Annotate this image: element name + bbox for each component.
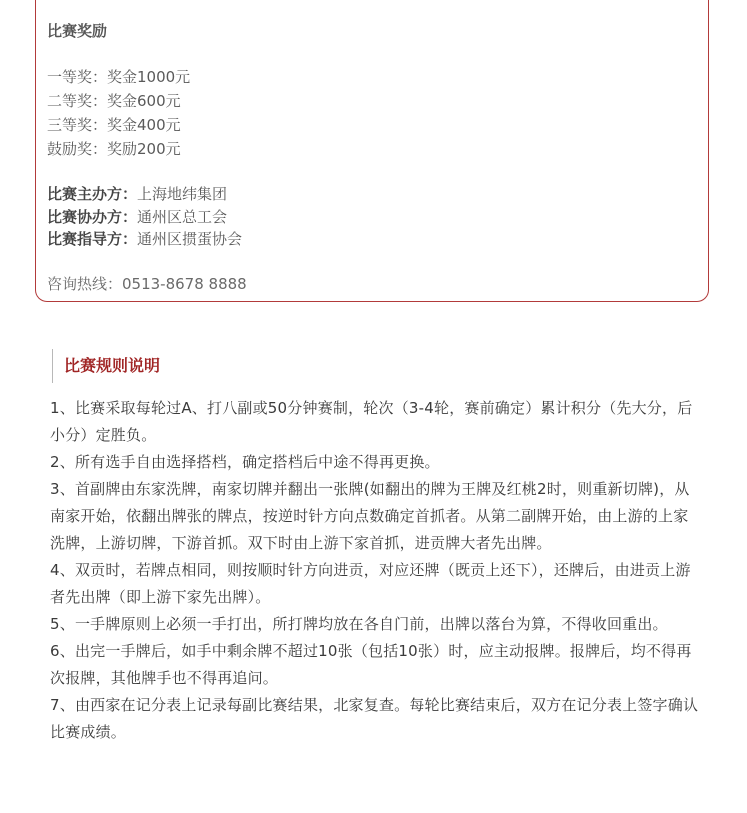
hotline-text: 咨询热线：0513-8678 8888 bbox=[47, 275, 247, 293]
rule-item: 1、比赛采取每轮过A、打八副或50分钟赛制，轮次（3-4轮，赛前确定）累计积分（先大分，后小分）定胜负。 bbox=[50, 399, 693, 444]
rule-item: 7、由西家在记分表上记录每副比赛结果，北家复查。每轮比赛结束后，双方在记分表上签字确认比赛成绩。 bbox=[50, 696, 699, 741]
organizer-guide bbox=[47, 228, 242, 251]
prize-item-second: 二等奖：奖金600元 bbox=[47, 92, 181, 110]
prize-list bbox=[47, 65, 190, 161]
rules-section-title: 比赛规则说明 bbox=[52, 349, 160, 383]
rule-item: 3、首副牌由东家洗牌，南家切牌并翻出一张牌(如翻出的牌为王牌及红桃2时，则重新切牌)，从南家开始，依翻出牌张的牌点，按逆时针方向点数确定首抓者。从第二副牌开始，由上游的上家洗牌，上游切牌，下游首抓。双下时由上游下家首抓，进贡牌大者先出牌。 bbox=[50, 480, 690, 552]
organizer-cohost bbox=[47, 206, 242, 229]
prize-item-third: 三等奖：奖金400元 bbox=[47, 116, 181, 134]
organizer-cohost-label: 比赛协办方： bbox=[47, 207, 138, 226]
organizer-cohost-value: 通州区总工会 bbox=[137, 207, 228, 226]
organizer-host-value: 上海地纬集团 bbox=[137, 185, 228, 203]
rule-item: 2、所有选手自由选择搭档，确定搭档后中途不得再更换。 bbox=[50, 453, 440, 471]
rules-list bbox=[50, 395, 700, 746]
organizer-guide-value: 通州区掼蛋协会 bbox=[137, 230, 243, 248]
rule-item: 6、出完一手牌后，如手中剩余牌不超过10张（包括10张）时，应主动报牌。报牌后，均不得再次报牌，其他牌手也不得再追问。 bbox=[50, 642, 692, 687]
prize-heading: 比赛奖励 bbox=[47, 22, 108, 40]
rule-item: 4、双贡时，若牌点相同，则按顺时针方向进贡，对应还牌（既贡上还下），还牌后，由进贡上游者先出牌（即上游下家先出牌）。 bbox=[50, 561, 691, 606]
organizer-list bbox=[47, 183, 242, 251]
organizer-guide-label: 比赛指导方： bbox=[47, 230, 138, 248]
rule-item: 5、一手牌原则上必须一手打出，所打牌均放在各自门前，出牌以落台为算，不得收回重出。 bbox=[50, 615, 668, 633]
organizer-host-label: 比赛主办方： bbox=[47, 185, 138, 203]
prize-item-encouragement: 鼓励奖：奖励200元 bbox=[47, 140, 181, 158]
prize-item-first: 一等奖：奖金1000元 bbox=[47, 68, 191, 86]
organizer-host bbox=[47, 183, 242, 206]
